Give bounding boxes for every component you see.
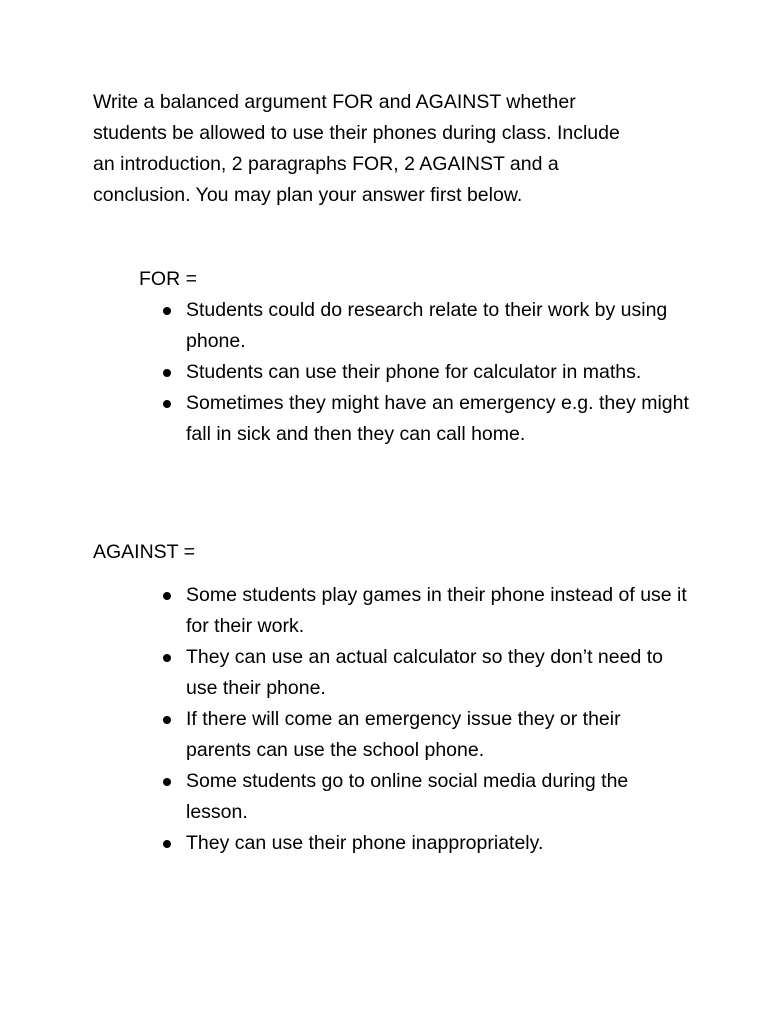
bullet-icon: [163, 716, 171, 724]
bullet-icon: [163, 778, 171, 786]
for-heading: FOR =: [139, 268, 197, 290]
list-item: [160, 295, 690, 357]
list-item-text: If there will come an emergency issue they or their parents can use the school phone.: [186, 708, 621, 761]
list-item: [160, 357, 690, 388]
list-item: [160, 388, 690, 450]
for-list: [160, 295, 690, 450]
list-item-text: They can use their phone inappropriately.: [186, 832, 544, 854]
list-item-text: Sometimes they might have an emergency e.g. they might fall in sick and then they can call home.: [186, 392, 689, 445]
bullet-icon: [163, 654, 171, 662]
list-item: [160, 580, 690, 642]
list-item-text: Some students play games in their phone instead of use it for their work.: [186, 584, 687, 637]
list-item: [160, 766, 690, 828]
list-item: [160, 704, 690, 766]
list-item-text: Students can use their phone for calculator in maths.: [186, 361, 642, 383]
task-prompt: Write a balanced argument FOR and AGAINST whether students be allowed to use their phones during class. Include an introduction, 2 paragraphs FOR, 2 AGAINST and a conclusion. You may plan your answer first below.: [93, 91, 620, 206]
against-list: [160, 580, 690, 859]
bullet-icon: [163, 369, 171, 377]
list-item-text: They can use an actual calculator so they don’t need to use their phone.: [186, 646, 663, 699]
bullet-icon: [163, 400, 171, 408]
bullet-icon: [163, 592, 171, 600]
list-item: [160, 642, 690, 704]
list-item: [160, 828, 690, 859]
against-heading: AGAINST =: [93, 541, 196, 563]
bullet-icon: [163, 840, 171, 848]
list-item-text: Some students go to online social media during the lesson.: [186, 770, 629, 823]
list-item-text: Students could do research relate to their work by using phone.: [186, 299, 668, 352]
bullet-icon: [163, 307, 171, 315]
